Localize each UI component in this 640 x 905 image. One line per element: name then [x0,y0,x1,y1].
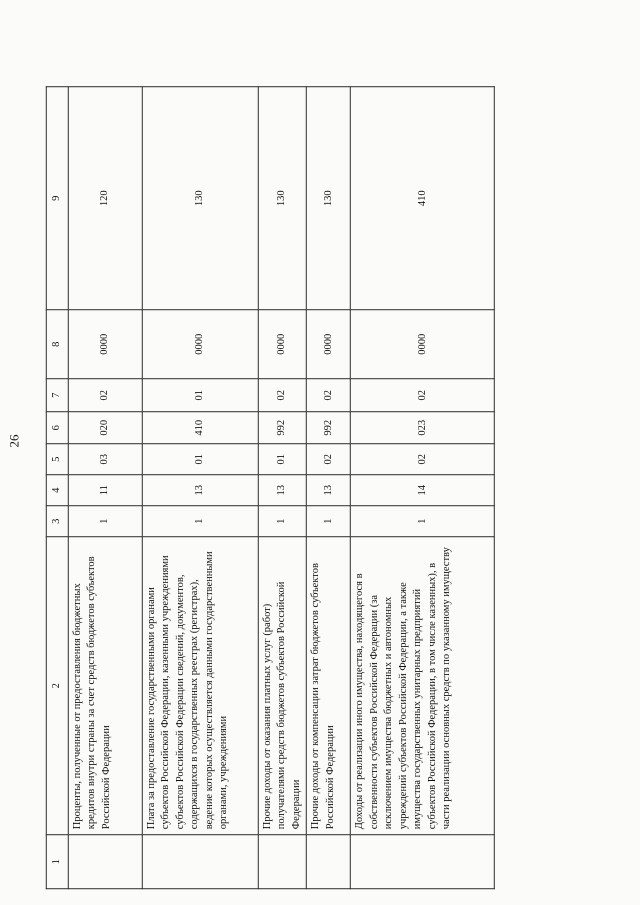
column-header: 6 [46,412,68,444]
table-cell-col3: 1 [68,506,142,537]
table-cell-col6: 992 [307,412,351,444]
table-cell-description: Прочие доходы от компенсации затрат бюджетов субъектов Российской Федерации [307,537,351,835]
column-header: 9 [46,87,68,310]
table-cell-col8: 0000 [351,310,495,379]
table-cell-col9: 130 [258,87,306,310]
table-cell-col8: 0000 [68,310,142,379]
table-cell-col4: 14 [351,475,495,506]
table-cell-col4: 13 [307,475,351,506]
table-cell-col3: 1 [258,506,306,537]
table-row [351,87,495,889]
table-cell-col6: 410 [142,412,258,444]
table-row [258,87,306,889]
table-cell-col3: 1 [307,506,351,537]
table-cell-col6: 992 [258,412,306,444]
table-cell-col4: 13 [258,475,306,506]
table-cell-description: Доходы от реализации иного имущества, находящегося в собственности субъектов Российской Федерации (за исключением имущества бюджетных и автономных учреждений субъектов Российской Федерации, а также имущества государственных унитарных предприятий субъектов Российской Федерации, в том числе казенных), в части реализации основных средств по указанному имуществу [351,537,495,835]
table-cell-col7: 02 [258,379,306,412]
table-cell-col7: 01 [142,379,258,412]
table-cell-col1 [258,835,306,889]
table-cell-col8: 0000 [142,310,258,379]
column-header: 4 [46,475,68,506]
column-header: 2 [46,537,68,835]
budget-classification-table [46,86,495,889]
table-cell-col1 [142,835,258,889]
column-header: 7 [46,379,68,412]
table-cell-col3: 1 [351,506,495,537]
column-header: 3 [46,506,68,537]
table-cell-col8: 0000 [258,310,306,379]
table-cell-col5: 01 [142,444,258,475]
table-cell-description: Проценты, полученные от предоставления бюджетных кредитов внутри страны за счет средств бюджетов субъектов Российской Федерации [68,537,142,835]
table-cell-col4: 13 [142,475,258,506]
column-header: 5 [46,444,68,475]
table-cell-col9: 130 [142,87,258,310]
table-cell-col5: 01 [258,444,306,475]
table-cell-description: Прочие доходы от оказания платных услуг (работ) получателями средств бюджетов субъектов Российской Федерации [258,537,306,835]
table-cell-col8: 0000 [307,310,351,379]
table-cell-col5: 02 [351,444,495,475]
table-cell-col4: 11 [68,475,142,506]
table-cell-col1 [351,835,495,889]
table-cell-col9: 410 [351,87,495,310]
table-cell-col7: 02 [68,379,142,412]
table-cell-col5: 02 [307,444,351,475]
table-row [68,87,142,889]
table-cell-col6: 023 [351,412,495,444]
table-cell-col7: 02 [351,379,495,412]
table-cell-col1 [307,835,351,889]
table-header-row [46,87,68,889]
table-cell-col6: 020 [68,412,142,444]
table-cell-col9: 120 [68,87,142,310]
table-cell-col7: 02 [307,379,351,412]
table-cell-col3: 1 [142,506,258,537]
table-row [142,87,258,889]
column-header: 8 [46,310,68,379]
table-row [307,87,351,889]
column-header: 1 [46,835,68,889]
table-cell-col5: 03 [68,444,142,475]
table-cell-col1 [68,835,142,889]
table-cell-col9: 130 [307,87,351,310]
table-cell-description: Плата за предоставление государственными органами субъектов Российской Федерации, казенными учреждениями субъектов Российской Федерации сведений, документов, содержащихся в государственных реестрах (регистрах), ведение которых осуществляется данными государственными органами, учреждениями [142,537,258,835]
page-number: 26 [6,434,22,448]
